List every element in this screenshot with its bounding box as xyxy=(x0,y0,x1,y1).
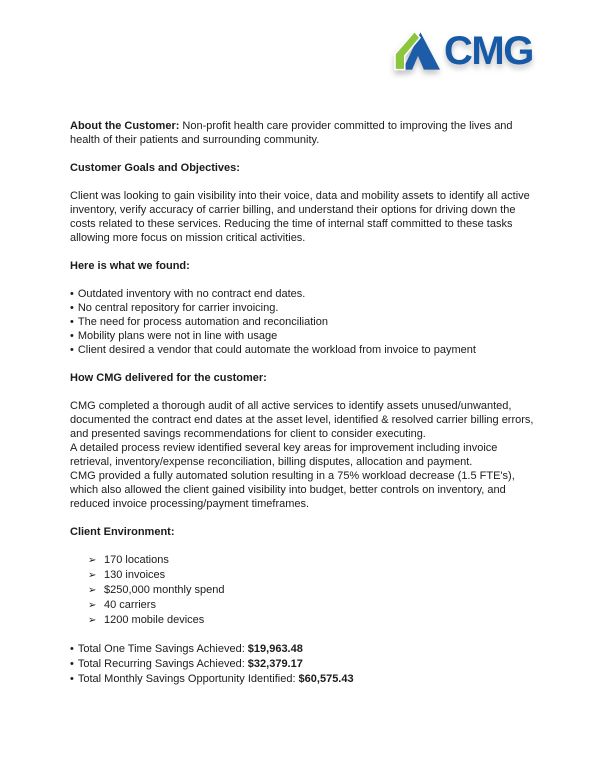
environment-list xyxy=(70,553,542,628)
document-content xyxy=(70,119,542,687)
total-value: $60,575.43 xyxy=(298,673,354,685)
cmg-logo-text: CMG xyxy=(444,29,533,73)
list-item-text: No central repository for carrier invoicing. xyxy=(77,302,279,314)
about-label: About the Customer: xyxy=(70,120,180,132)
totals-list xyxy=(70,642,542,687)
total-label: Total Recurring Savings Achieved: xyxy=(77,658,245,670)
total-value: $19,963.48 xyxy=(247,643,303,655)
list-item-text: 130 invoices xyxy=(104,569,166,581)
list-item xyxy=(70,315,542,329)
list-item-text: 170 locations xyxy=(104,554,169,566)
list-item-text: Mobility plans were not in line with usage xyxy=(77,330,278,342)
total-line xyxy=(70,657,542,672)
total-value: $32,379.17 xyxy=(247,658,303,670)
bullet-icon: • xyxy=(70,673,74,685)
delivered-paragraph: CMG provided a fully automated solution resulting in a 75% workload decrease (1.5 FTE's), which also allowed the client gained visibility into budget, better controls on inventory, and reduced invoice processing/payment timeframes. xyxy=(70,470,515,510)
total-label: Total Monthly Savings Opportunity Identified: xyxy=(77,673,296,685)
findings-heading: Here is what we found: xyxy=(70,260,190,272)
list-item xyxy=(88,553,542,568)
list-item-text: $250,000 monthly spend xyxy=(104,584,225,596)
list-item xyxy=(70,301,542,315)
bullet-icon: • xyxy=(70,316,74,328)
delivered-heading: How CMG delivered for the customer: xyxy=(70,372,267,384)
list-item-text: 40 carriers xyxy=(104,599,156,611)
total-line xyxy=(70,672,542,687)
list-item xyxy=(88,583,542,598)
delivered-paragraph: A detailed process review identified several key areas for improvement including invoice retrieval, inventory/expense reconciliation, billing disputes, allocation and payment. xyxy=(70,442,498,468)
list-item-text: The need for process automation and reconciliation xyxy=(77,316,328,328)
delivered-body xyxy=(70,399,542,511)
bullet-icon: • xyxy=(70,344,74,356)
bullet-icon: • xyxy=(70,658,74,670)
cmg-triangle-logo-icon xyxy=(394,30,441,72)
bullet-icon: • xyxy=(70,330,74,342)
goals-heading: Customer Goals and Objectives: xyxy=(70,162,240,174)
bullet-icon: • xyxy=(70,302,74,314)
list-item-text: 1200 mobile devices xyxy=(104,614,205,626)
list-item-text: Outdated inventory with no contract end dates. xyxy=(77,288,306,300)
list-item xyxy=(88,598,542,613)
total-line xyxy=(70,642,542,657)
list-item-text: Client desired a vendor that could automate the workload from invoice to payment xyxy=(77,344,476,356)
about-text: Non-profit health care provider committed to improving the lives and health of their patients and surrounding community. xyxy=(70,120,513,146)
cmg-logo xyxy=(394,30,533,72)
bullet-icon: • xyxy=(70,643,74,655)
bullet-icon: • xyxy=(70,288,74,300)
list-item xyxy=(88,568,542,583)
list-item xyxy=(70,343,542,357)
delivered-paragraph: CMG completed a thorough audit of all active services to identify assets unused/unwanted, documented the contract end dates at the asset level, identified & resolved carrier billing errors, and presented savings recommendations for client to consider executing. xyxy=(70,400,534,440)
about-paragraph xyxy=(70,119,542,147)
list-item xyxy=(70,329,542,343)
arrow-bullet-icon: ➢ xyxy=(88,585,97,596)
goals-body: Client was looking to gain visibility into their voice, data and mobility assets to identify all active inventory, verify accuracy of carrier billing, and understand their options for driving down the costs related to these services. Reducing the time of internal staff committed to these tasks allowing more focus on mission critical activities. xyxy=(70,190,530,244)
list-item xyxy=(70,287,542,301)
environment-heading: Client Environment: xyxy=(70,526,175,538)
arrow-bullet-icon: ➢ xyxy=(88,570,97,581)
arrow-bullet-icon: ➢ xyxy=(88,615,97,626)
findings-list xyxy=(70,287,542,357)
total-label: Total One Time Savings Achieved: xyxy=(77,643,245,655)
list-item xyxy=(88,613,542,628)
arrow-bullet-icon: ➢ xyxy=(88,600,97,611)
arrow-bullet-icon: ➢ xyxy=(88,555,97,566)
